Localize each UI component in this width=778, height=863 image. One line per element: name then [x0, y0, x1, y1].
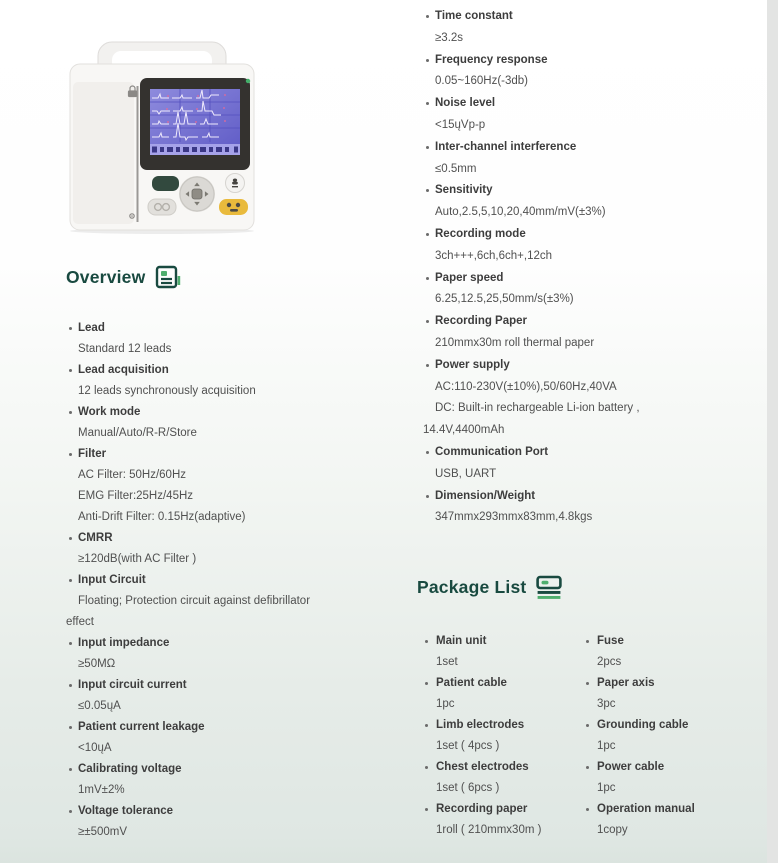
spec-value: 1mV±2%	[78, 784, 125, 796]
pkg-item-patient-cable	[419, 673, 579, 715]
spec-label: Input impedance	[78, 637, 170, 649]
spec-value: 347mmx293mmx83mm,4.8kgs	[435, 511, 593, 524]
spec-value: Manual/Auto/R-R/Store	[78, 427, 197, 439]
bullet-icon	[426, 59, 429, 62]
spec-item-noise-level	[423, 93, 725, 137]
spec-label: Input Circuit	[78, 574, 146, 586]
pkg-item-limb-electrodes	[419, 715, 579, 757]
spec-value: 210mmx30m roll thermal paper	[435, 336, 595, 349]
pkg-label: Operation manual	[597, 803, 695, 815]
spec-label: Noise level	[435, 97, 496, 110]
bullet-icon	[69, 768, 72, 771]
pkg-qty: 1set ( 4pcs )	[436, 740, 500, 752]
spec-item-dimension-weight	[423, 486, 725, 530]
bullet-icon	[425, 640, 428, 643]
pkg-item-power-cable	[580, 757, 750, 799]
spec-value-continuation: effect	[66, 616, 94, 628]
dpad-control	[179, 176, 215, 212]
spec-item-cmrr	[66, 528, 406, 570]
spec-item-input-impedance	[66, 633, 406, 675]
spec-value: Standard 12 leads	[78, 343, 172, 355]
spec-value: AC:110-230V(±10%),50/60Hz,40VA	[435, 380, 617, 393]
pkg-label: Patient cable	[436, 677, 507, 689]
overview-right-column	[423, 6, 725, 529]
bullet-icon	[69, 579, 72, 582]
spec-label: Lead	[78, 322, 105, 334]
power-button	[219, 199, 248, 215]
spec-label: Recording Paper	[435, 315, 528, 328]
spec-value: Floating; Protection circuit against defibrillator	[78, 595, 311, 607]
spec-label: Filter	[78, 448, 107, 460]
spec-item-sensitivity	[423, 180, 725, 224]
bullet-icon	[425, 766, 428, 769]
spec-label: Recording mode	[435, 227, 526, 240]
spec-value: AC Filter: 50Hz/60Hz	[78, 469, 187, 481]
spec-value: Anti-Drift Filter: 0.15Hz(adaptive)	[78, 511, 246, 523]
spec-value: USB, UART	[435, 467, 497, 480]
spec-value: ≤0.5mm	[435, 162, 477, 175]
spec-label: Communication Port	[435, 445, 549, 458]
scrollbar-track[interactable]	[767, 0, 778, 863]
spec-label: Time constant	[435, 10, 513, 22]
spec-label: Input circuit current	[78, 679, 187, 691]
pkg-qty: 1set	[436, 656, 458, 668]
bullet-icon	[69, 726, 72, 729]
spec-item-lead	[66, 318, 406, 360]
bullet-icon	[586, 724, 589, 727]
bullet-icon	[69, 411, 72, 414]
pkg-item-operation-manual	[580, 799, 750, 841]
spec-value: 0.05~160Hz(-3db)	[435, 75, 529, 88]
pkg-label: Fuse	[597, 635, 624, 647]
bullet-icon	[69, 537, 72, 540]
spec-item-lead-acquisition	[66, 360, 406, 402]
spec-value-continuation: 14.4V,4400mAh	[423, 424, 505, 437]
pkg-item-main-unit	[419, 631, 579, 673]
spec-value: ≥120dB(with AC Filter )	[78, 553, 197, 565]
pkg-label: Power cable	[597, 761, 665, 773]
package-list-title: Package List	[417, 576, 527, 597]
bullet-icon	[426, 364, 429, 367]
pkg-label: Grounding cable	[597, 719, 689, 731]
bullet-icon	[69, 327, 72, 330]
pkg-label: Recording paper	[436, 803, 528, 815]
spec-label: Inter-channel interference	[435, 140, 577, 153]
spec-item-time-constant	[423, 6, 725, 50]
bullet-icon	[426, 320, 429, 323]
bullet-icon	[586, 682, 589, 685]
pkg-qty: 1copy	[597, 824, 628, 836]
document-icon	[155, 264, 181, 290]
spec-label: CMRR	[78, 532, 113, 544]
bullet-icon	[586, 640, 589, 643]
spec-item-filter	[66, 444, 406, 528]
package-list-heading	[417, 574, 562, 600]
spec-item-frequency-response	[423, 50, 725, 94]
bullet-icon	[426, 146, 429, 149]
package-column-1	[419, 631, 579, 841]
pkg-qty: 2pcs	[597, 656, 622, 668]
bullet-icon	[586, 808, 589, 811]
bullet-icon	[426, 451, 429, 454]
package-column-2	[580, 631, 750, 841]
pkg-item-chest-electrodes	[419, 757, 579, 799]
spec-value: DC: Built-in rechargeable Li-ion battery ,	[435, 402, 640, 415]
spec-value: EMG Filter:25Hz/45Hz	[78, 490, 194, 502]
overview-heading	[66, 264, 181, 290]
spec-label: Patient current leakage	[78, 721, 205, 733]
product-image	[64, 36, 262, 236]
spec-label: Voltage tolerance	[78, 805, 174, 817]
pkg-qty: 1roll ( 210mmx30m )	[436, 824, 542, 836]
bullet-icon	[425, 808, 428, 811]
spec-label: Sensitivity	[435, 184, 493, 197]
bullet-icon	[425, 682, 428, 685]
spec-value: Auto,2.5,5,10,20,40mm/mV(±3%)	[435, 206, 606, 219]
overview-left-column	[66, 318, 406, 843]
bullet-icon	[425, 724, 428, 727]
spec-item-input-circuit-current	[66, 675, 406, 717]
bullet-icon	[69, 810, 72, 813]
overview-title: Overview	[66, 266, 146, 287]
bullet-icon	[69, 642, 72, 645]
bullet-icon	[426, 102, 429, 105]
pkg-item-grounding-cable	[580, 715, 750, 757]
pkg-label: Paper axis	[597, 677, 655, 689]
spec-item-paper-speed	[423, 268, 725, 312]
spec-item-inter-channel-interference	[423, 137, 725, 181]
pkg-label: Limb electrodes	[436, 719, 525, 731]
mode-button	[152, 176, 179, 191]
bullet-icon	[69, 369, 72, 372]
spec-value: 3ch+++,6ch,6ch+,12ch	[435, 249, 553, 262]
spec-item-calibrating-voltage	[66, 759, 406, 801]
pkg-item-recording-paper	[419, 799, 579, 841]
spec-value: ≥±500mV	[78, 826, 128, 838]
print-button	[226, 174, 245, 193]
pkg-qty: 3pc	[597, 698, 616, 710]
spec-label: Work mode	[78, 406, 141, 418]
spec-item-voltage-tolerance	[66, 801, 406, 843]
bullet-icon	[69, 684, 72, 687]
pkg-item-fuse	[580, 631, 750, 673]
spec-item-work-mode	[66, 402, 406, 444]
spec-item-input-circuit	[66, 570, 406, 633]
copy-button	[148, 199, 176, 215]
pkg-label: Chest electrodes	[436, 761, 529, 773]
spec-value: 12 leads synchronously acquisition	[78, 385, 256, 397]
bullet-icon	[586, 766, 589, 769]
spec-value: 6.25,12.5,25,50mm/s(±3%)	[435, 293, 574, 306]
spec-label: Power supply	[435, 358, 510, 371]
pkg-qty: 1pc	[597, 782, 616, 794]
spec-item-patient-current-leakage	[66, 717, 406, 759]
spec-label: Dimension/Weight	[435, 489, 536, 502]
spec-value: ≤0.05ųA	[78, 700, 121, 712]
spec-label: Paper speed	[435, 271, 504, 284]
spec-value: ≥3.2s	[435, 31, 464, 44]
spec-value: <15ųVp-p	[435, 118, 486, 131]
spec-item-power-supply	[423, 355, 725, 442]
spec-item-recording-mode	[423, 224, 725, 268]
bullet-icon	[69, 453, 72, 456]
spec-item-recording-paper	[423, 311, 725, 355]
pkg-label: Main unit	[436, 635, 487, 647]
spec-item-communication-port	[423, 442, 725, 486]
stacked-list-icon	[536, 574, 562, 600]
power-led	[246, 79, 250, 83]
bullet-icon	[426, 189, 429, 192]
bullet-icon	[426, 277, 429, 280]
pkg-qty: 1pc	[436, 698, 455, 710]
spec-label: Frequency response	[435, 53, 548, 66]
spec-label: Calibrating voltage	[78, 763, 182, 775]
bullet-icon	[426, 15, 429, 18]
pkg-item-paper-axis	[580, 673, 750, 715]
spec-label: Lead acquisition	[78, 364, 169, 376]
bullet-icon	[426, 495, 429, 498]
pkg-qty: 1set ( 6pcs )	[436, 782, 500, 794]
pkg-qty: 1pc	[597, 740, 616, 752]
bullet-icon	[426, 233, 429, 236]
spec-value: <10ųA	[78, 742, 112, 754]
spec-value: ≥50MΩ	[78, 658, 116, 670]
